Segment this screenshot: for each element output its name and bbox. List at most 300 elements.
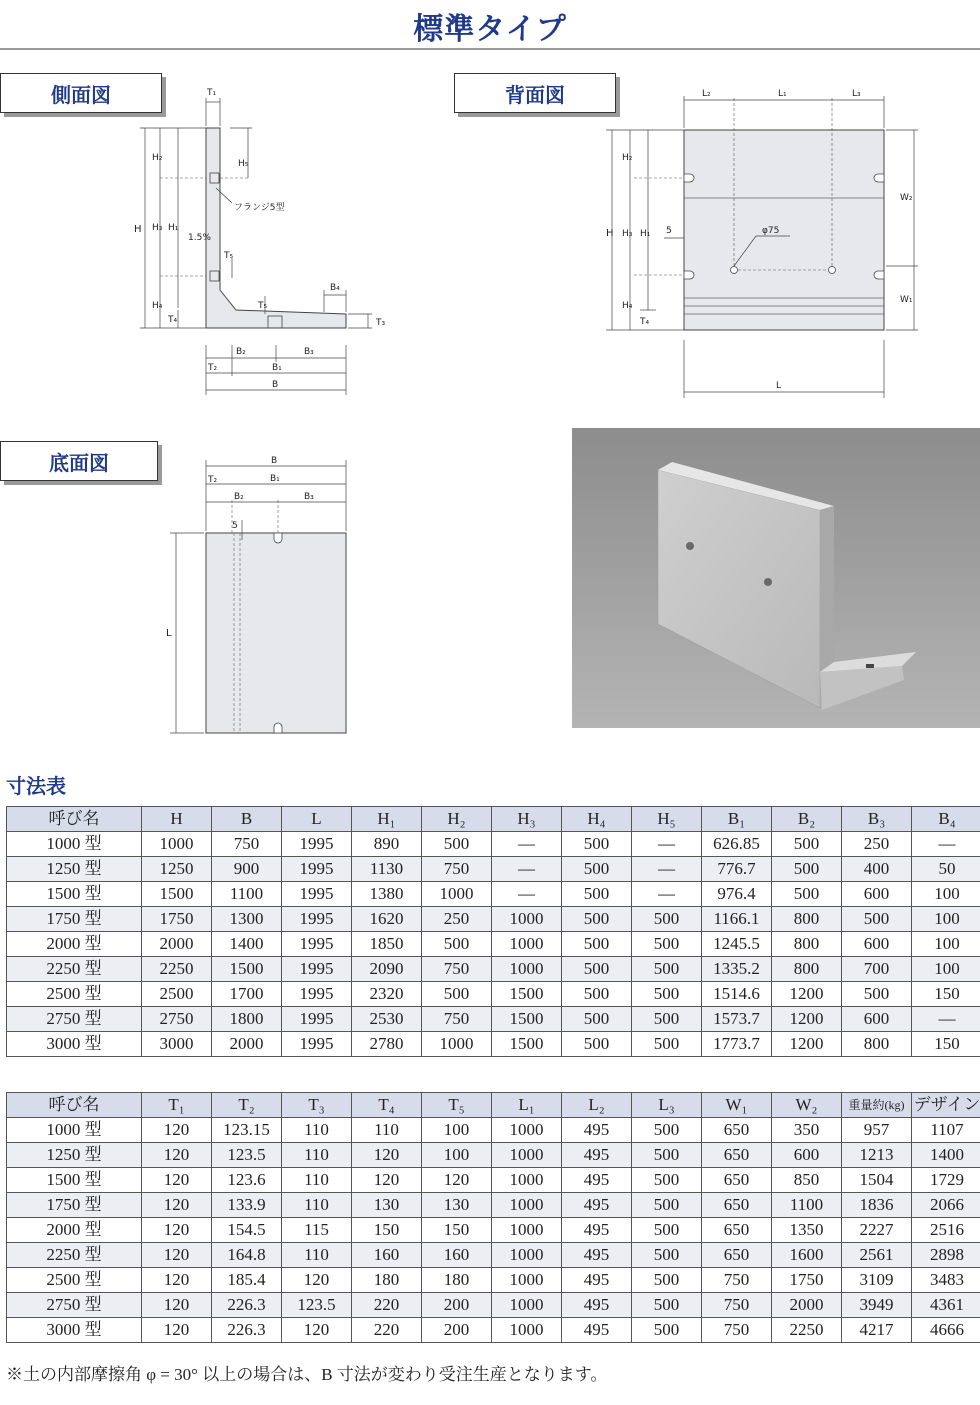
t5-bottom-label: T₅ (258, 301, 268, 311)
row-model-name: 1750 型 (7, 907, 142, 932)
row-model-name: 1500 型 (7, 882, 142, 907)
table-cell: 123.6 (212, 1168, 282, 1193)
row-model-name: 1500 型 (7, 1168, 142, 1193)
table-header-cell: W₁ (702, 1093, 772, 1118)
table-header-cell: H (142, 807, 212, 832)
h4-label: H₄ (152, 301, 163, 311)
table-cell: 100 (912, 907, 980, 932)
table-cell: 500 (632, 932, 702, 957)
table-cell: 750 (702, 1318, 772, 1343)
table-cell: 1995 (282, 882, 352, 907)
side-view-diagram (130, 80, 400, 400)
table-cell: 100 (422, 1118, 492, 1143)
table-cell: 1100 (212, 882, 282, 907)
table-cell: 1300 (212, 907, 282, 932)
table-cell: 50 (912, 857, 980, 882)
table-cell: 120 (142, 1268, 212, 1293)
table-header-cell: H₁ (352, 807, 422, 832)
table-cell: — (492, 832, 562, 857)
table-cell: 626.85 (702, 832, 772, 857)
table-cell: 150 (912, 982, 980, 1007)
table-header-cell: L₂ (562, 1093, 632, 1118)
table-cell: 957 (842, 1118, 912, 1143)
back-h4-label: H₄ (622, 301, 633, 311)
table-cell: 1573.7 (702, 1007, 772, 1032)
table-cell: 500 (842, 907, 912, 932)
table-cell: 160 (352, 1243, 422, 1268)
table-cell: 150 (422, 1218, 492, 1243)
row-model-name: 1750 型 (7, 1193, 142, 1218)
table-header-cell: T₁ (142, 1093, 212, 1118)
table-row (7, 1007, 980, 1032)
back-h-label: H (606, 228, 614, 239)
table-cell: 100 (912, 957, 980, 982)
table-cell: 1000 (492, 1293, 562, 1318)
h3-label: H₃ (152, 223, 163, 233)
table-cell: 1729 (912, 1168, 980, 1193)
table-cell: 1335.2 (702, 957, 772, 982)
table-cell: 110 (282, 1243, 352, 1268)
table-cell: 1995 (282, 932, 352, 957)
bottom-view-diagram (160, 450, 360, 740)
table-cell: 500 (632, 1243, 702, 1268)
table-cell: 123.15 (212, 1118, 282, 1143)
table-cell: 800 (842, 1032, 912, 1057)
table-cell: 495 (562, 1268, 632, 1293)
side-view-label: 側面図 (0, 73, 162, 113)
table-header-cell: H₅ (632, 807, 702, 832)
table-cell: 495 (562, 1168, 632, 1193)
table-cell: 220 (352, 1293, 422, 1318)
b4-label: B₄ (330, 283, 340, 293)
back-h3-label: H₃ (622, 229, 633, 239)
table-cell: 500 (632, 1193, 702, 1218)
table-cell: 495 (562, 1318, 632, 1343)
table-cell: 2250 (772, 1318, 842, 1343)
table-cell: 800 (772, 957, 842, 982)
table-cell: — (632, 832, 702, 857)
table-cell: 1000 (492, 1193, 562, 1218)
bottom-five-label: 5 (232, 521, 238, 531)
table-cell: 1000 (492, 1118, 562, 1143)
table-cell: 130 (352, 1193, 422, 1218)
table-cell: 120 (352, 1143, 422, 1168)
table-row (7, 857, 980, 882)
row-model-name: 1250 型 (7, 857, 142, 882)
table-cell: 1836 (842, 1193, 912, 1218)
table-row (7, 882, 980, 907)
table-cell: 1000 (492, 932, 562, 957)
table-cell: 1107 (912, 1118, 980, 1143)
back-h2-label: H₂ (622, 153, 633, 163)
w2-label: W₂ (900, 193, 913, 203)
table-cell: 650 (702, 1118, 772, 1143)
t2-label: T₂ (208, 363, 218, 373)
table-cell: 1514.6 (702, 982, 772, 1007)
table-header-cell: B₄ (912, 807, 980, 832)
flange-label: フランジ5型 (234, 203, 285, 213)
back-view-diagram (600, 80, 930, 400)
table-cell: 110 (352, 1118, 422, 1143)
table-cell: 2000 (142, 932, 212, 957)
table-cell: 1995 (282, 957, 352, 982)
table-cell: 500 (632, 1218, 702, 1243)
table-cell: 120 (352, 1168, 422, 1193)
row-model-name: 2500 型 (7, 1268, 142, 1293)
table-cell: 1000 (492, 1168, 562, 1193)
table-row (7, 982, 980, 1007)
row-model-name: 2250 型 (7, 957, 142, 982)
table-row (7, 1318, 980, 1343)
table-cell: 4217 (842, 1318, 912, 1343)
row-model-name: 3000 型 (7, 1318, 142, 1343)
table-cell: 1380 (352, 882, 422, 907)
table-cell: 1995 (282, 832, 352, 857)
table-cell: 120 (142, 1118, 212, 1143)
table-row (7, 1032, 980, 1057)
table1-body (7, 832, 980, 1057)
table-header-cell: T₄ (352, 1093, 422, 1118)
table-cell: 495 (562, 1118, 632, 1143)
table-cell: 180 (422, 1268, 492, 1293)
l2-label: L₂ (702, 89, 711, 99)
table-cell: 1995 (282, 982, 352, 1007)
table-cell: 120 (142, 1318, 212, 1343)
table-cell: 1130 (352, 857, 422, 882)
table-cell: 3949 (842, 1293, 912, 1318)
row-model-name: 2250 型 (7, 1243, 142, 1268)
table-cell: 2780 (352, 1032, 422, 1057)
table-cell: 2000 (212, 1032, 282, 1057)
row-model-name: 2000 型 (7, 1218, 142, 1243)
table-cell: 180 (352, 1268, 422, 1293)
phi75-label: φ75 (762, 226, 780, 236)
table-cell: 1700 (212, 982, 282, 1007)
bottom-view-label: 底面図 (0, 441, 158, 481)
table-cell: 900 (212, 857, 282, 882)
table-cell: 650 (702, 1193, 772, 1218)
table-cell: 500 (632, 1168, 702, 1193)
bottom-l-label: L (166, 628, 172, 639)
row-model-name: 1000 型 (7, 1118, 142, 1143)
t3-label: T₃ (376, 318, 386, 328)
row-model-name: 1000 型 (7, 832, 142, 857)
l3-label: L₃ (852, 89, 861, 99)
table-cell: 890 (352, 832, 422, 857)
row-model-name: 2000 型 (7, 932, 142, 957)
table-cell: 1200 (772, 1032, 842, 1057)
table-cell: 1504 (842, 1168, 912, 1193)
table-cell: 4361 (912, 1293, 980, 1318)
table-cell: 120 (142, 1293, 212, 1318)
table-cell: 220 (352, 1318, 422, 1343)
table-cell: 110 (282, 1193, 352, 1218)
table-cell: 1166.1 (702, 907, 772, 932)
table-cell: 226.3 (212, 1318, 282, 1343)
table-cell: 4666 (912, 1318, 980, 1343)
table-cell: 200 (422, 1318, 492, 1343)
back-view-label: 背面図 (454, 73, 616, 113)
table-row (7, 907, 980, 932)
table-cell: 1750 (772, 1268, 842, 1293)
product-photo (572, 428, 980, 728)
table-header-cell: 重量約(kg) (842, 1093, 912, 1118)
row-model-name: 2750 型 (7, 1293, 142, 1318)
table-cell: 500 (772, 832, 842, 857)
dimension-table-heading: 寸法表 (6, 774, 66, 798)
t1-label: T₁ (207, 88, 217, 98)
table-cell: 500 (632, 1118, 702, 1143)
title-divider (0, 48, 980, 50)
table-cell: — (492, 857, 562, 882)
table-cell: 1400 (212, 932, 282, 957)
b2-label: B₂ (236, 347, 246, 357)
table-cell: 1500 (212, 957, 282, 982)
row-model-name: 2500 型 (7, 982, 142, 1007)
h-label: H (134, 224, 142, 235)
table-cell: 120 (142, 1193, 212, 1218)
table-cell: 600 (842, 1007, 912, 1032)
bottom-t2-label: T₂ (208, 475, 218, 485)
table-cell: 750 (422, 857, 492, 882)
table-cell: 2500 (142, 982, 212, 1007)
table-cell: 776.7 (702, 857, 772, 882)
table-cell: 1350 (772, 1218, 842, 1243)
table-cell: 3483 (912, 1268, 980, 1293)
table-cell: 500 (562, 907, 632, 932)
table-row (7, 1143, 980, 1168)
table-header-cell: L₁ (492, 1093, 562, 1118)
table-cell: 200 (422, 1293, 492, 1318)
table-row (7, 1218, 980, 1243)
table-row (7, 932, 980, 957)
table-cell: — (632, 882, 702, 907)
table-cell: 650 (702, 1168, 772, 1193)
table-cell: 500 (632, 1268, 702, 1293)
table-cell: 1995 (282, 1032, 352, 1057)
table-cell: 1200 (772, 1007, 842, 1032)
table-cell: 2227 (842, 1218, 912, 1243)
table-cell: 2750 (142, 1007, 212, 1032)
t5-top-label: T₅ (224, 251, 234, 261)
page-title: 標準タイプ (413, 12, 567, 47)
table-cell: 1000 (492, 1268, 562, 1293)
table-cell: 3000 (142, 1032, 212, 1057)
table-header-cell: B₂ (772, 807, 842, 832)
table-cell: 2561 (842, 1243, 912, 1268)
table-cell: 1500 (492, 982, 562, 1007)
table-cell: 1000 (422, 882, 492, 907)
table-cell: 600 (772, 1143, 842, 1168)
table-row (7, 1293, 980, 1318)
table-cell: 1213 (842, 1143, 912, 1168)
table-cell: 500 (632, 957, 702, 982)
bottom-b3-label: B₃ (304, 492, 314, 502)
table-cell: 1500 (492, 1032, 562, 1057)
table-cell: 2530 (352, 1007, 422, 1032)
bottom-b1-label: B₁ (270, 474, 280, 484)
table-cell: 185.4 (212, 1268, 282, 1293)
back-l-label: L (776, 381, 782, 391)
table-cell: 2320 (352, 982, 422, 1007)
table-cell: 2250 (142, 957, 212, 982)
table-cell: 123.5 (212, 1143, 282, 1168)
table-cell: 1000 (492, 1243, 562, 1268)
table-cell: 700 (842, 957, 912, 982)
table-cell: 500 (562, 1007, 632, 1032)
table-cell: 110 (282, 1118, 352, 1143)
table-header-cell: 呼び名 (7, 807, 142, 832)
table-cell: 750 (212, 832, 282, 857)
table-cell: 500 (422, 832, 492, 857)
table-cell: 495 (562, 1193, 632, 1218)
table-cell: 1100 (772, 1193, 842, 1218)
table-cell: 500 (632, 1318, 702, 1343)
table-cell: 120 (422, 1168, 492, 1193)
table-cell: 150 (352, 1218, 422, 1243)
table-cell: 495 (562, 1243, 632, 1268)
row-model-name: 1250 型 (7, 1143, 142, 1168)
table-cell: 1000 (142, 832, 212, 857)
table-cell: 2066 (912, 1193, 980, 1218)
h1-label: H₁ (168, 223, 179, 233)
table-cell: 130 (422, 1193, 492, 1218)
back-t4-label: T₄ (640, 317, 650, 327)
table-cell: 1000 (492, 1318, 562, 1343)
table-cell: 100 (912, 882, 980, 907)
table-cell: 1245.5 (702, 932, 772, 957)
table-cell: 500 (632, 1032, 702, 1057)
table-cell: 1995 (282, 1007, 352, 1032)
table-cell: 650 (702, 1143, 772, 1168)
table-cell: 154.5 (212, 1218, 282, 1243)
table-cell: 600 (842, 882, 912, 907)
slope-label: 1.5% (188, 233, 211, 243)
table-header-cell: B₁ (702, 807, 772, 832)
table-cell: 1000 (492, 1143, 562, 1168)
table-cell: 1000 (492, 1218, 562, 1243)
table-header-cell: L (282, 807, 352, 832)
table-cell: 123.5 (282, 1293, 352, 1318)
table-cell: — (912, 1007, 980, 1032)
table-cell: 500 (562, 857, 632, 882)
table-header-cell: H₄ (562, 807, 632, 832)
table-cell: 1000 (422, 1032, 492, 1057)
table-cell: 500 (422, 932, 492, 957)
table-cell: 750 (702, 1268, 772, 1293)
table2-header-row (7, 1093, 980, 1118)
table-cell: 150 (912, 1032, 980, 1057)
table-cell: 1250 (142, 857, 212, 882)
table-cell: 120 (142, 1243, 212, 1268)
footnote: ※土の内部摩擦角 φ = 30° 以上の場合は、B 寸法が変わり受注生産となります。 (6, 1365, 608, 1384)
bottom-b2-label: B₂ (234, 492, 244, 502)
table-cell: 850 (772, 1168, 842, 1193)
table-header-cell: W₂ (772, 1093, 842, 1118)
h2-label: H₂ (152, 153, 163, 163)
table-cell: 110 (282, 1168, 352, 1193)
t4-label: T₄ (168, 315, 178, 325)
table-cell: 1800 (212, 1007, 282, 1032)
table-cell: 250 (422, 907, 492, 932)
table-cell: 500 (562, 957, 632, 982)
five-mm-label: 5 (666, 226, 672, 236)
table-cell: 120 (282, 1268, 352, 1293)
table-cell: 1500 (492, 1007, 562, 1032)
table-cell: 500 (632, 1143, 702, 1168)
table-cell: 1400 (912, 1143, 980, 1168)
table-header-cell: B (212, 807, 282, 832)
table-row (7, 1168, 980, 1193)
table-cell: 350 (772, 1118, 842, 1143)
table-row (7, 1243, 980, 1268)
table-cell: 2898 (912, 1243, 980, 1268)
table-cell: 600 (842, 932, 912, 957)
table-cell: 800 (772, 907, 842, 932)
table-cell: — (632, 857, 702, 882)
table-cell: 500 (772, 882, 842, 907)
table-header-cell: T₂ (212, 1093, 282, 1118)
table-cell: 650 (702, 1218, 772, 1243)
table-cell: 500 (842, 982, 912, 1007)
table-cell: 1850 (352, 932, 422, 957)
table-cell: 750 (702, 1293, 772, 1318)
table-cell: 500 (422, 982, 492, 1007)
table-header-cell: T₃ (282, 1093, 352, 1118)
table-cell: 2516 (912, 1218, 980, 1243)
table-header-cell: 呼び名 (7, 1093, 142, 1118)
b1-label: B₁ (272, 363, 282, 373)
table-row (7, 1268, 980, 1293)
table-cell: 400 (842, 857, 912, 882)
table-cell: 1000 (492, 957, 562, 982)
table-cell: 1600 (772, 1243, 842, 1268)
table-cell: 500 (562, 882, 632, 907)
table-cell: 1200 (772, 982, 842, 1007)
table-cell: 100 (422, 1143, 492, 1168)
table-cell: 750 (422, 957, 492, 982)
table-header-cell: B₃ (842, 807, 912, 832)
table-cell: 495 (562, 1218, 632, 1243)
table-row (7, 1193, 980, 1218)
l1-label: L₁ (778, 89, 787, 99)
table-cell: 495 (562, 1293, 632, 1318)
table-cell: 500 (562, 1032, 632, 1057)
table-cell: 500 (632, 1293, 702, 1318)
table-cell: 976.4 (702, 882, 772, 907)
b-label: B (272, 380, 279, 390)
table-header-cell: H₂ (422, 807, 492, 832)
table-cell: — (912, 832, 980, 857)
table-cell: 1500 (142, 882, 212, 907)
table-cell: 226.3 (212, 1293, 282, 1318)
table-cell: 1995 (282, 907, 352, 932)
table-header-cell: デザイン (912, 1093, 980, 1118)
table-row (7, 1118, 980, 1143)
table-cell: 500 (632, 907, 702, 932)
table-cell: 495 (562, 1143, 632, 1168)
table-cell: 120 (282, 1318, 352, 1343)
table-cell: 500 (562, 832, 632, 857)
table-cell: 1750 (142, 907, 212, 932)
table2-body (7, 1118, 980, 1343)
table-cell: 1620 (352, 907, 422, 932)
dimension-table-1 (6, 806, 980, 1057)
table-cell: 500 (632, 1007, 702, 1032)
table-cell: 1773.7 (702, 1032, 772, 1057)
table-cell: 800 (772, 932, 842, 957)
back-h1-label: H₁ (640, 229, 651, 239)
